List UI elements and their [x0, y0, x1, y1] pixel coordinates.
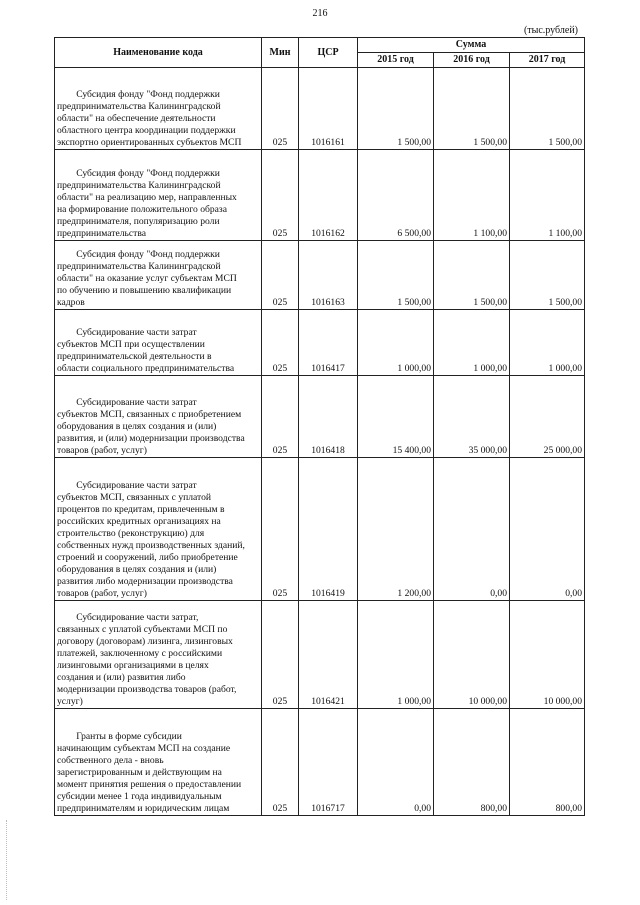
table-row	[55, 310, 585, 376]
row-min: 025	[262, 458, 299, 601]
row-amount-2015: 1 000,00	[358, 310, 434, 376]
row-name: Субсидирование части затрат, связанных с уплатой субъектами МСП по договору (договорам) лизинга, лизинговых платежей, заключенному с российскими лизинговыми организациями в целях создания и (или) развития либо модернизации производства товаров (работ, услуг)	[55, 601, 262, 709]
header-year-2015: 2015 год	[358, 53, 434, 68]
table-row	[55, 376, 585, 458]
row-min: 025	[262, 376, 299, 458]
row-csr: 1016421	[299, 601, 358, 709]
budget-table	[54, 37, 585, 816]
row-name: Субсидирование части затрат субъектов МСП, связанных с уплатой процентов по кредитам, привлеченным в российских кредитных организациях на строительство (реконструкцию) для собственных нужд производственных зданий, строений и сооружений, либо приобретение оборудования в целях создания и (или) развития либо модернизации производства товаров (работ, услуг)	[55, 458, 262, 601]
page-number: 216	[312, 8, 328, 19]
header-min: Мин	[262, 38, 299, 68]
row-amount-2015: 1 200,00	[358, 458, 434, 601]
row-min: 025	[262, 68, 299, 150]
header-sum: Сумма	[358, 38, 585, 53]
row-amount-2015: 1 500,00	[358, 68, 434, 150]
row-amount-2017: 1 500,00	[510, 68, 585, 150]
row-csr: 1016418	[299, 376, 358, 458]
row-min: 025	[262, 709, 299, 816]
row-name: Субсидирование части затрат субъектов МСП, связанных с приобретением оборудования в целях создания и (или) развития, и (или) модернизации производства товаров (работ, услуг)	[55, 376, 262, 458]
row-amount-2015: 0,00	[358, 709, 434, 816]
row-amount-2016: 1 000,00	[434, 310, 510, 376]
row-amount-2016: 800,00	[434, 709, 510, 816]
row-csr: 1016162	[299, 150, 358, 241]
row-csr: 1016161	[299, 68, 358, 150]
row-amount-2016: 1 500,00	[434, 68, 510, 150]
row-name: Субсидия фонду "Фонд поддержки предпринимательства Калининградской области" на обеспечение деятельности областного центра координации поддержки экспортно ориентированных субъектов МСП	[55, 68, 262, 150]
header-year-2017: 2017 год	[510, 53, 585, 68]
row-amount-2016: 1 500,00	[434, 241, 510, 310]
table-row	[55, 458, 585, 601]
row-name: Гранты в форме субсидии начинающим субъектам МСП на создание собственного дела - вновь зарегистрированным и действующим на момент принятия решения о предоставлении субсидии менее 1 года индивидуальным предпринимателям и юридическим лицам	[55, 709, 262, 816]
row-amount-2015: 15 400,00	[358, 376, 434, 458]
row-amount-2017: 1 500,00	[510, 241, 585, 310]
header-name: Наименование кода	[55, 38, 262, 68]
row-csr: 1016163	[299, 241, 358, 310]
table-row	[55, 150, 585, 241]
table-row	[55, 601, 585, 709]
row-min: 025	[262, 150, 299, 241]
row-amount-2017: 1 000,00	[510, 310, 585, 376]
units-note: (тыс.рублей)	[523, 25, 578, 36]
row-amount-2016: 10 000,00	[434, 601, 510, 709]
table-row	[55, 241, 585, 310]
row-amount-2015: 6 500,00	[358, 150, 434, 241]
row-csr: 1016717	[299, 709, 358, 816]
table-row	[55, 68, 585, 150]
header-year-2016: 2016 год	[434, 53, 510, 68]
row-amount-2017: 25 000,00	[510, 376, 585, 458]
row-amount-2017: 0,00	[510, 458, 585, 601]
row-amount-2016: 1 100,00	[434, 150, 510, 241]
row-min: 025	[262, 310, 299, 376]
row-amount-2015: 1 000,00	[358, 601, 434, 709]
row-amount-2016: 0,00	[434, 458, 510, 601]
row-amount-2015: 1 500,00	[358, 241, 434, 310]
header-csr: ЦСР	[299, 38, 358, 68]
row-name: Субсидия фонду "Фонд поддержки предпринимательства Калининградской области" на оказание услуг субъектам МСП по обучению и повышению квалификации кадров	[55, 241, 262, 310]
row-amount-2017: 1 100,00	[510, 150, 585, 241]
row-min: 025	[262, 241, 299, 310]
scan-margin-marks	[6, 820, 9, 900]
row-csr: 1016417	[299, 310, 358, 376]
row-csr: 1016419	[299, 458, 358, 601]
row-name: Субсидия фонду "Фонд поддержки предпринимательства Калининградской области" на реализацию мер, направленных на формирование положительного образа предпринимателя, популяризацию роли предпринимательства	[55, 150, 262, 241]
row-min: 025	[262, 601, 299, 709]
row-amount-2017: 800,00	[510, 709, 585, 816]
row-amount-2017: 10 000,00	[510, 601, 585, 709]
row-amount-2016: 35 000,00	[434, 376, 510, 458]
row-name: Субсидирование части затрат субъектов МСП при осуществлении предпринимательской деятельности в области социального предпринимательства	[55, 310, 262, 376]
table-row	[55, 709, 585, 816]
